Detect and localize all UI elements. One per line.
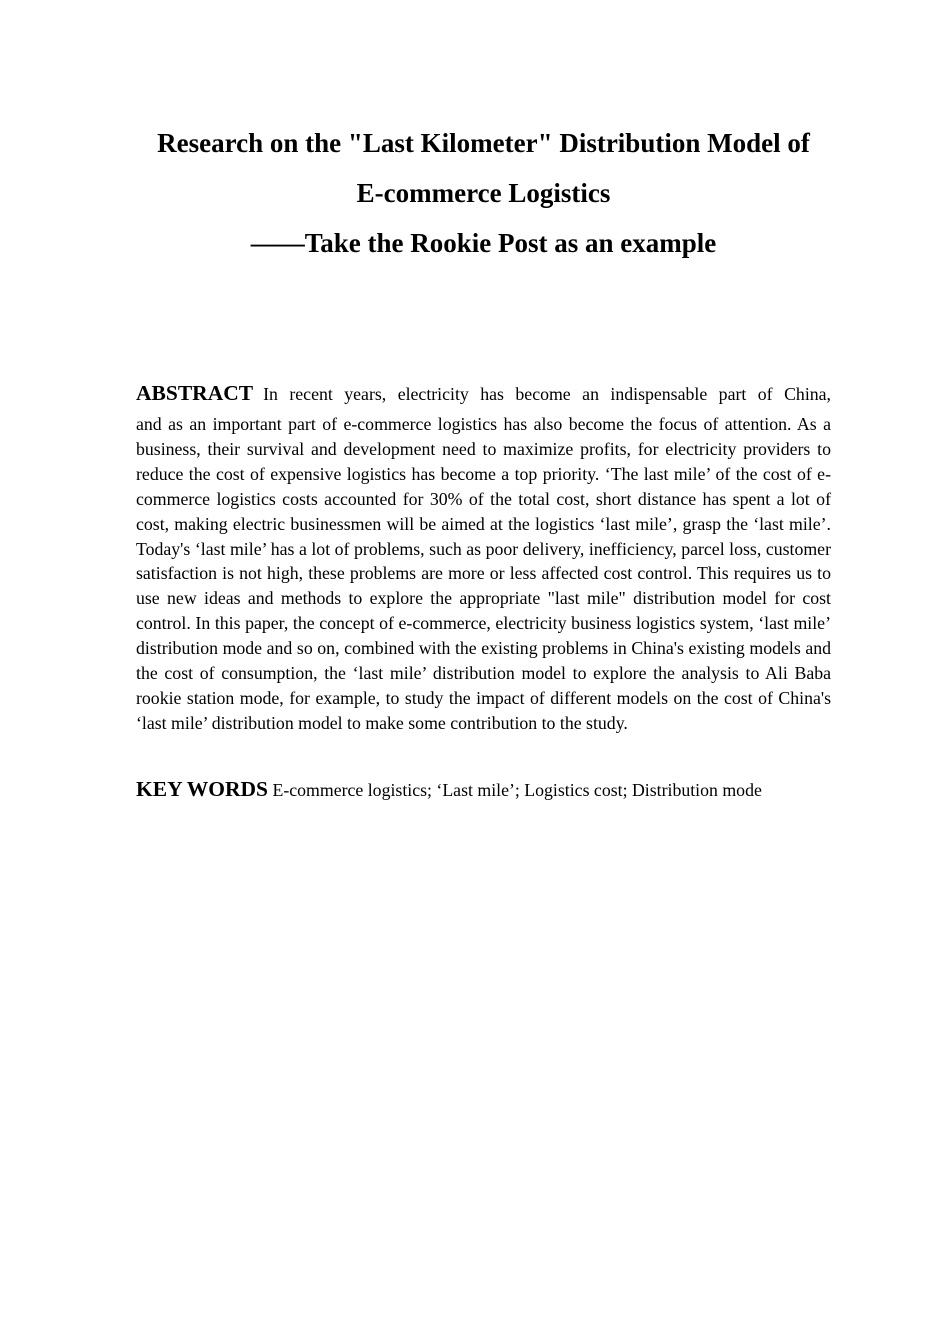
abstract-first-text: In recent years, electricity has become an indispensable part of China,: [263, 384, 831, 404]
title-line-2: E-commerce Logistics: [356, 178, 611, 208]
abstract-first-line: [136, 375, 831, 412]
keywords-text: E-commerce logistics; ‘Last mile’; Logistics cost; Distribution mode: [272, 780, 762, 800]
abstract-section: [136, 375, 831, 736]
subtitle-line: ——Take the Rookie Post as an example: [250, 228, 717, 258]
keywords-section: [136, 772, 896, 807]
keywords-label: KEY WORDS: [136, 777, 269, 801]
title-line-1: Research on the "Last Kilometer" Distribution Model of: [157, 128, 810, 158]
abstract-body: and as an important part of e-commerce logistics has also become the focus of attention. As a business, their survival and development need to maximize profits, for electricity providers to reduce the cost of expensive logistics has become a top priority. ‘The last mile’ of the cost of e-commerce logistics costs accounted for 30% of the total cost, short distance has spent a lot of cost, making electric businessmen will be aimed at the logistics ‘last mile’, grasp the ‘last mile’. Today's ‘last mile’ has a lot of problems, such as poor delivery, inefficiency, parcel loss, customer satisfaction is not high, these problems are more or less affected cost control. This requires us to use new ideas and methods to explore the appropriate "last mile" distribution model for cost control. In this paper, the concept of e-commerce, electricity business logistics system, ‘last mile’ distribution mode and so on, combined with the existing problems in China's existing models and the cost of consumption, the ‘last mile’ distribution model to explore the analysis to Ali Baba rookie station mode, for example, to study the impact of different models on the cost of China's ‘last mile’ distribution model to make some contribution to the study.: [136, 414, 831, 733]
abstract-label: ABSTRACT: [136, 381, 254, 405]
paper-title: [136, 118, 831, 268]
